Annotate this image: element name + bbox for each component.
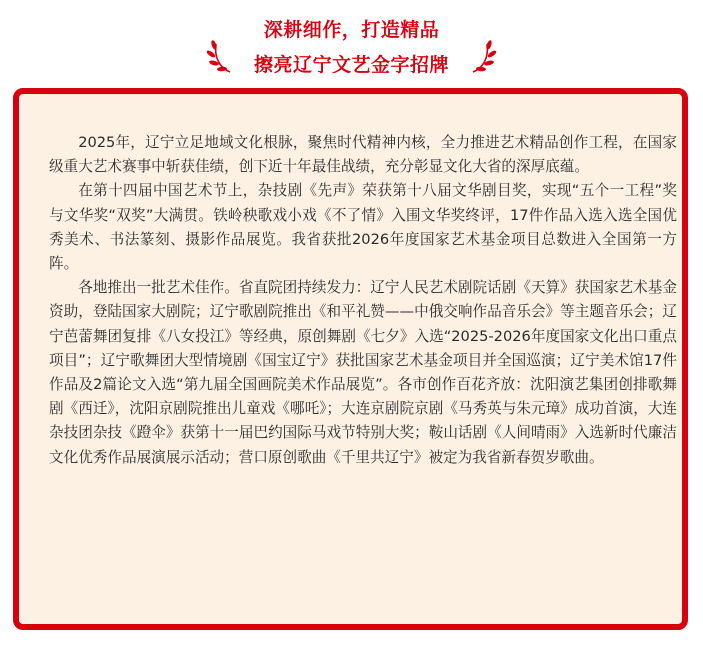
headline-line-2: 擦亮辽宁文艺金字招牌 xyxy=(253,54,449,76)
article-header xyxy=(0,10,703,80)
laurel-right-icon xyxy=(463,32,503,76)
article-panel xyxy=(13,88,688,630)
paragraph-1: 2025年，辽宁立足地域文化根脉，聚焦时代精神内核，全力推进艺术精品创作工程，在国家级重大艺术赛事中斩获佳绩，创下近十年最佳战绩，充分彰显文化大省的深厚底蕴。 xyxy=(49,134,677,176)
paragraph-3: 各地推出一批艺术佳作。省直院团持续发力：辽宁人民艺术剧院话剧《天算》获国家艺术基金资助，登陆国家大剧院；辽宁歌剧院推出《和平礼赞——中俄交响作品音乐会》等主题音乐会；辽宁芭蕾舞团复排《八女投江》等经典，原创舞剧《七夕》入选“2025-2026年度国家文化出口重点项目”；辽宁歌舞团大型情境剧《国宝辽宁》获批国家艺术基金项目并全国巡演；辽宁美术馆17件作品及2篇论文入选“第九届全国画院美术作品展览”。各市创作百花齐放：沈阳演艺集团创排歌舞剧《西迁》，沈阳京剧院推出儿童戏《哪吒》；大连京剧院京剧《马秀英与朱元璋》成功首演，大连杂技团杂技《蹬伞》获第十一届巴约国际马戏节特别大奖；鞍山话剧《人间晴雨》入选新时代廉洁文化优秀作品展演展示活动；营口原创歌曲《千里共辽宁》被定为我省新春贺岁歌曲。 xyxy=(49,279,677,466)
article-body xyxy=(49,131,677,470)
headline-line-1: 深耕细作，打造精品 xyxy=(263,19,440,41)
paragraph-2: 在第十四届中国艺术节上，杂技剧《先声》荣获第十八届文华剧目奖，实现“五个一工程”奖与文华奖“双奖”大满贯。铁岭秧歌戏小戏《不了情》入围文华奖终评，17件作品入选入选全国优秀美术、书法篆刻、摄影作品展览。我省获批2026年度国家艺术基金项目总数进入全国第一方阵。 xyxy=(49,182,677,273)
